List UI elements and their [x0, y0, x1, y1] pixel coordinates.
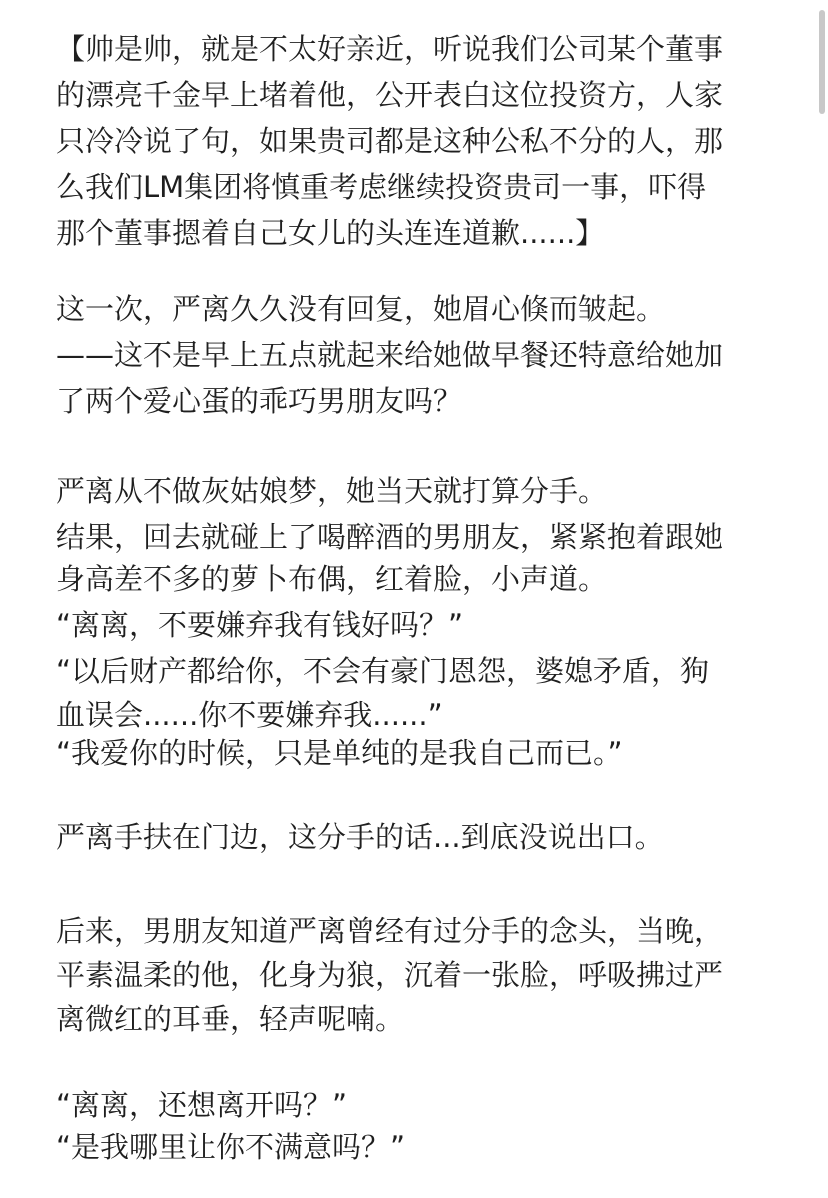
- scrollbar[interactable]: [819, 10, 825, 114]
- text-line: 么我们LM集团将慎重考虑继续投资贵司一事，吓得: [56, 170, 707, 204]
- text-line: 的漂亮千金早上堵着他，公开表白这位投资方，人家: [56, 78, 724, 112]
- text-line: “离离，不要嫌弃我有钱好吗？”: [56, 608, 464, 642]
- text-line: 只冷冷说了句，如果贵司都是这种公私不分的人，那: [56, 124, 724, 158]
- text-line: 严离从不做灰姑娘梦，她当天就打算分手。: [56, 474, 608, 508]
- text-line: 身高差不多的萝卜布偶，红着脸，小声道。: [56, 562, 608, 596]
- text-line: “离离，还想离开吗？”: [56, 1088, 348, 1122]
- text-line: 后来，男朋友知道严离曾经有过分手的念头，当晚，: [56, 914, 724, 948]
- text-line: ——这不是早上五点就起来给她做早餐还特意给她加: [56, 338, 724, 372]
- text-line: “是我哪里让你不满意吗？”: [56, 1130, 406, 1164]
- text-line: 严离手扶在门边，这分手的话...到底没说出口。: [56, 820, 664, 854]
- text-line: 这一次，严离久久没有回复，她眉心倏而皱起。: [56, 292, 666, 326]
- text-line: “以后财产都给你，不会有豪门恩怨，婆媳矛盾，狗: [56, 654, 710, 688]
- text-line: 血误会......你不要嫌弃我......”: [56, 698, 443, 732]
- text-line: 那个董事摁着自己女儿的头连连道歉......】: [56, 216, 605, 250]
- text-line: 结果，回去就碰上了喝醉酒的男朋友，紧紧抱着跟她: [56, 520, 724, 554]
- text-line: 了两个爱心蛋的乖巧男朋友吗？: [56, 384, 463, 418]
- text-line: 【帅是帅，就是不太好亲近，听说我们公司某个董事: [56, 32, 724, 66]
- text-line: “我爱你的时候，只是单纯的是我自己而已。”: [56, 736, 623, 770]
- text-line: 离微红的耳垂，轻声呢喃。: [56, 1002, 405, 1036]
- text-line: 平素温柔的他，化身为狼，沉着一张脸，呼吸拂过严: [56, 958, 724, 992]
